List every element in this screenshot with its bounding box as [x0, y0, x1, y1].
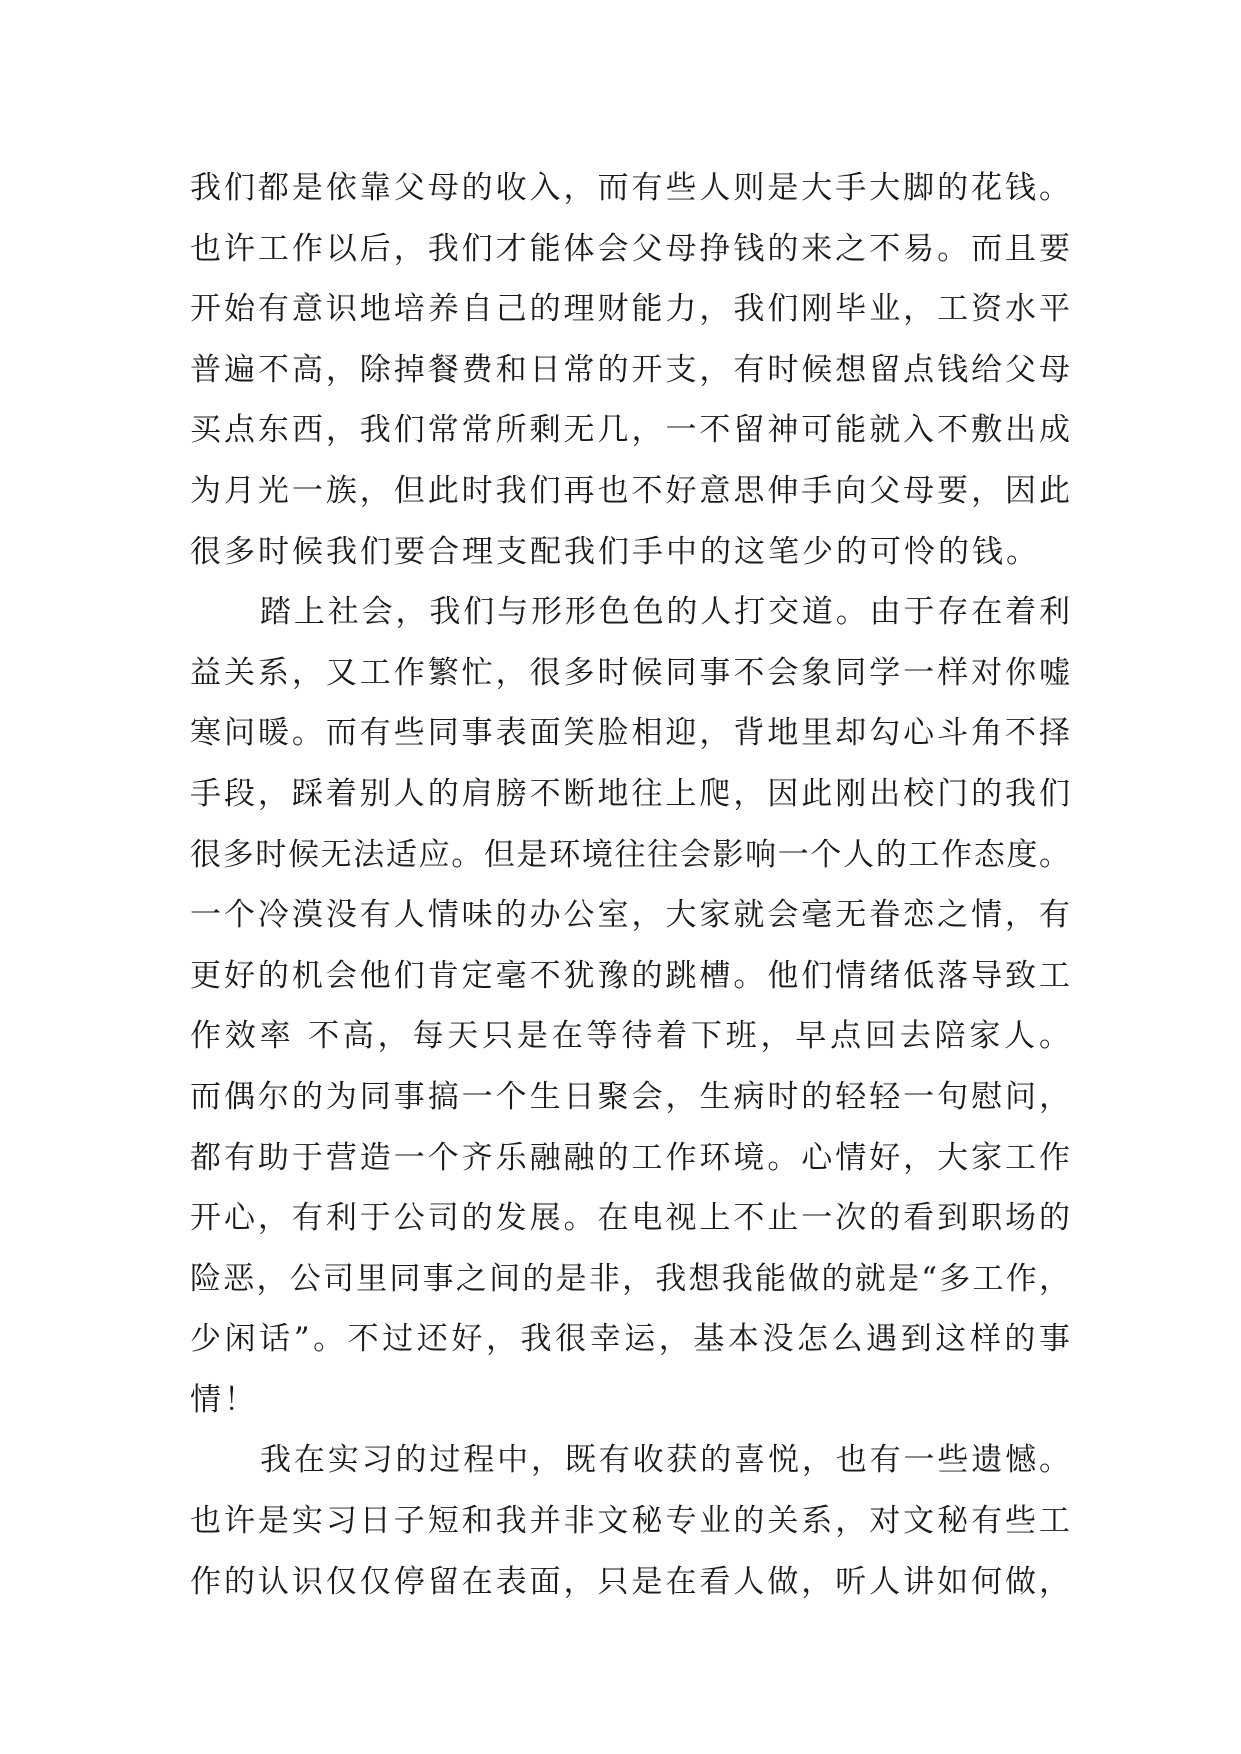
text-line: 普遍不高，除掉餐费和日常的开支，有时候想留点钱给父母	[190, 351, 1070, 388]
text-line: 更好的机会他们肯定毫不犹豫的跳槽。他们情绪低落导致工	[190, 957, 1070, 994]
text-line: 险恶，公司里同事之间的是非，我想我能做的就是“多工作，	[190, 1260, 1070, 1297]
text-line: 少闲话”。不过还好，我很幸运，基本没怎么遇到这样的事	[190, 1321, 1070, 1358]
text-line: 也许是实习日子短和我并非文秘专业的关系，对文秘有些工	[190, 1503, 1070, 1540]
text-line: 寒问暖。而有些同事表面笑脸相迎，背地里却勾心斗角不择	[190, 715, 1070, 752]
text-line: 情！	[190, 1381, 258, 1418]
text-line: 手段，踩着别人的肩膀不断地往上爬，因此刚出校门的我们	[190, 775, 1070, 812]
text-line: 开心，有利于公司的发展。在电视上不止一次的看到职场的	[190, 1200, 1070, 1237]
text-line: 作效率 不高，每天只是在等待着下班，早点回去陪家人。	[190, 1018, 1070, 1055]
paragraph-start-line: 踏上社会，我们与形形色色的人打交道。由于存在着利	[260, 594, 1070, 631]
text-line: 而偶尔的为同事搞一个生日聚会，生病时的轻轻一句慰问，	[190, 1078, 1070, 1115]
text-line: 开始有意识地培养自己的理财能力，我们刚毕业，工资水平	[190, 291, 1070, 328]
text-line: 益关系，又工作繁忙，很多时候同事不会象同学一样对你嘘	[190, 654, 1070, 691]
text-line: 也许工作以后，我们才能体会父母挣钱的来之不易。而且要	[190, 230, 1070, 267]
paragraph-start-line: 我在实习的过程中，既有收获的喜悦，也有一些遗憾。	[260, 1442, 1070, 1479]
text-line: 我们都是依靠父母的收入，而有些人则是大手大脚的花钱。	[190, 170, 1070, 206]
text-line: 很多时候我们要合理支配我们手中的这笔少的可怜的钱。	[190, 533, 1040, 570]
body-text	[190, 158, 1070, 1612]
text-line: 很多时候无法适应。但是环境往往会影响一个人的工作态度。	[190, 836, 1070, 873]
text-line: 为月光一族，但此时我们再也不好意思伸手向父母要，因此	[190, 472, 1070, 509]
text-line: 都有助于营造一个齐乐融融的工作环境。心情好，大家工作	[190, 1139, 1070, 1176]
text-line: 买点东西，我们常常所剩无几，一不留神可能就入不敷出成	[190, 412, 1070, 449]
text-line: 作的认识仅仅停留在表面，只是在看人做，听人讲如何做，	[190, 1563, 1070, 1600]
text-line: 一个冷漠没有人情味的办公室，大家就会毫无眷恋之情，有	[190, 897, 1070, 934]
